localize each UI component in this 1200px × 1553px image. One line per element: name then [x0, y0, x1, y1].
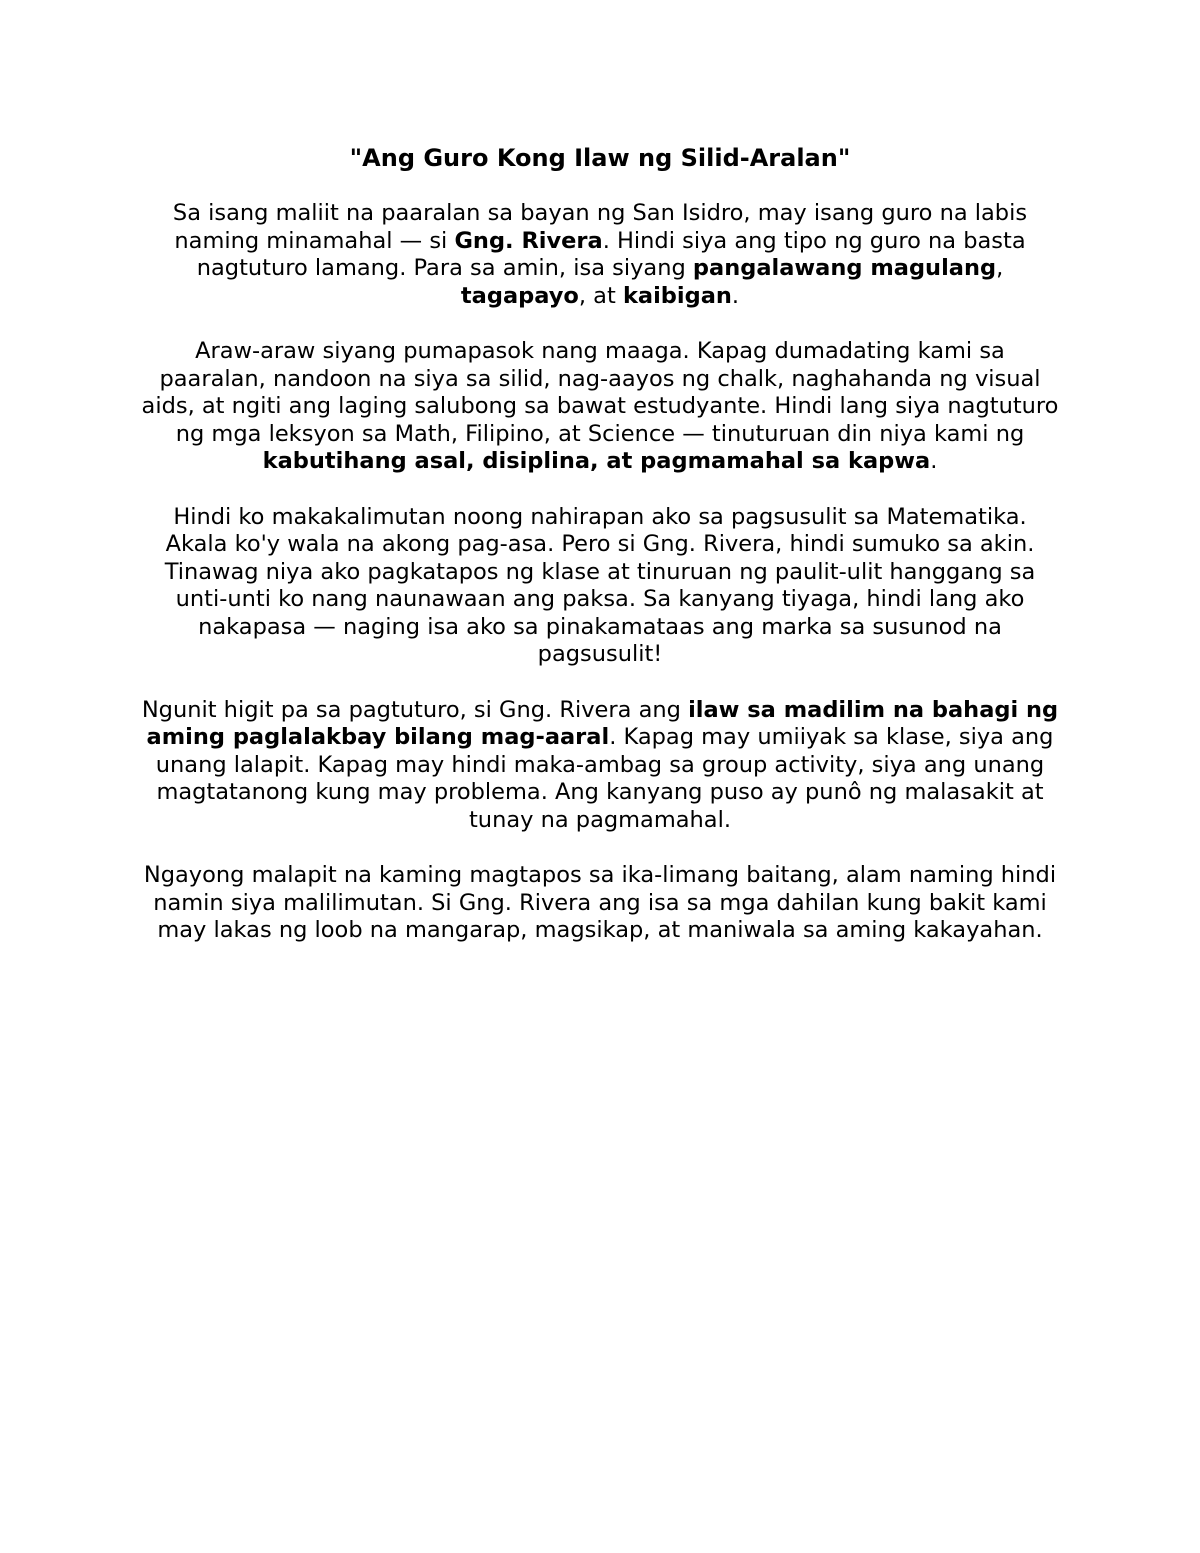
document-page: [140, 140, 1060, 973]
bold-text: tagapayo: [460, 282, 579, 309]
paragraph: [140, 504, 1060, 669]
bold-text: Gng. Rivera: [454, 227, 603, 254]
paragraph: [140, 200, 1060, 310]
paragraph-text: ,: [996, 255, 1004, 281]
paragraph-text: Hindi ko makakalimutan noong nahirapan ako sa pagsusulit sa Matematika. Akala ko'y wala na akong pag-asa. Pero si Gng. Rivera, hindi sumuko sa akin. Tinawag niya ako pagkatapos ng klase at tinuruan ng paulit-ulit hanggang sa unti-unti ko nang naunawaan ang paksa. Sa kanyang tiyaga, hindi lang ako nakapasa — naging isa ako sa pinakamataas ang marka sa susunod na pagsusulit!: [164, 503, 1036, 667]
paragraph-text: . Hindi siya ang tipo ng guro na basta nagtuturo lamang. Para sa amin, isa siyang: [196, 227, 1026, 281]
bold-text: kabutihang asal, disiplina, at pagmamahal sa kapwa: [262, 448, 931, 474]
bold-text: kaibigan: [622, 282, 732, 309]
paragraph: [140, 697, 1060, 835]
paragraph: [140, 338, 1060, 476]
paragraph-text: Ngayong malapit na kaming magtapos sa ika-limang baitang, alam naming hindi namin siya malilimutan. Si Gng. Rivera ang isa sa mga dahilan kung bakit kami may lakas ng loob na mangarap, magsikap, at maniwala sa aming kakayahan.: [143, 862, 1057, 943]
paragraph-text: .: [731, 282, 740, 309]
document-title: "Ang Guro Kong Ilaw ng Silid-Aralan": [349, 144, 851, 172]
paragraph-text: , at: [578, 282, 623, 309]
paragraph-text: Ngunit higit pa sa pagtuturo, si Gng. Rivera ang: [141, 696, 689, 723]
paragraph-text: Sa isang maliit na paaralan sa bayan ng San Isidro, may isang guro na labis naming minamahal — si: [172, 200, 1028, 254]
bold-text: ilaw sa madilim na bahagi ng aming paglalakbay bilang mag-aaral: [146, 696, 1059, 750]
paragraph-text: Araw-araw siyang pumapasok nang maaga. Kapag dumadating kami sa paaralan, nandoon na siya sa silid, nag-aayos ng chalk, naghahanda ng visual aids, at ngiti ang laging salubong sa bawat estudyante. Hindi lang siya nagtuturo ng mga leksyon sa Math, Filipino, at Science — tinuturuan din niya kami ng: [141, 338, 1059, 447]
paragraph: [140, 862, 1060, 945]
paragraph-text: . Kapag may umiiyak sa klase, siya ang unang lalapit. Kapag may hindi maka-ambag sa group activity, siya ang unang magtatanong kung may problema. Ang kanyang puso ay punô ng malasakit at tunay na pagmamahal.: [155, 724, 1054, 833]
bold-text: pangalawang magulang: [692, 255, 997, 281]
document-body: [140, 200, 1060, 945]
paragraph-text: .: [930, 448, 938, 474]
